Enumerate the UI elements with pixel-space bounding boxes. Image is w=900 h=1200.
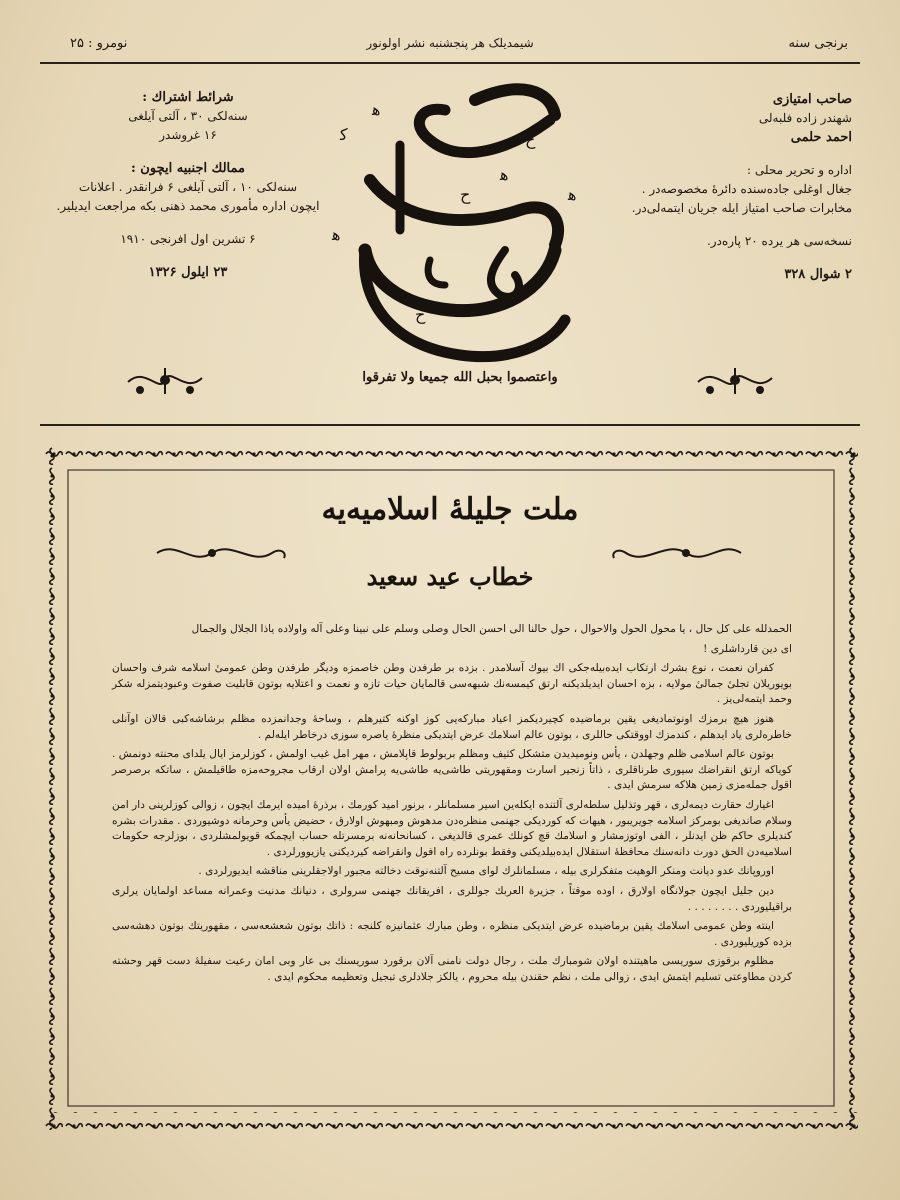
svg-text:ﮐ: ﮐ bbox=[340, 125, 348, 144]
article-subheading: خطاب عید سعید bbox=[366, 562, 534, 591]
article-paragraph: اوروپانك عدو دیانت ومنکر الوهیت متفکرلری بیله ، مسلمانلرك لوای مسیح آلتنه‌نوقت دخالته مجبور اولاجقلرینی مناقشه ایدیورلردی . bbox=[198, 865, 774, 878]
article-headline: ملت جلیلهٔ اسلامیه‌یه bbox=[321, 492, 579, 527]
svg-text:ﻫ: ﻫ bbox=[500, 165, 509, 184]
left-flourish-ornament bbox=[120, 360, 210, 400]
owner-heading: صاحب امتیازی bbox=[772, 92, 852, 107]
article-paragraph: دین جلیل ایچون جولانگاه اولارق ، اوده موقتاً ، جزیرة العربك جوللری ، افریقانك جهنمی سرولری ، دنیانك مدنیت وعمرانه مساعد اولمایان یرلری براقیلیوردی . . . . . . . . bbox=[112, 884, 792, 913]
top-rule bbox=[40, 62, 860, 64]
article-paragraph: مظلوم برقوزی سوریسی ماهیتنده اولان شومبارك ملت ، رجال دولت نامنی آلان برقورد سوریسنك بی عار وبی امان رعیت سفیلهٔ دست قهر وحشته کردن مطاوعتی تسلیم ایتمش ایدی ، زوالی ملت ، نظم حقندن بیله محروم ، یالکز جلادلری تبجیل وتعظیمه محکوم ایدی . bbox=[112, 955, 792, 983]
right-flourish-ornament bbox=[690, 360, 780, 400]
masthead-calligraphy-logo bbox=[310, 70, 600, 370]
correspondence-line: مخابرات صاحب امتیاز ایله جریان ایتمه‌لی‌در. bbox=[631, 201, 852, 215]
article-paragraph: الحمدلله علی کل حال ، یا محول الحول والاحوال ، حول حالنا الی احسن الحال وصلی وسلم علی نبینا وعلی آله واولاده یاذا الجلال والجمال bbox=[191, 623, 792, 635]
svg-text:ﻫ: ﻫ bbox=[568, 185, 577, 204]
domestic-price-line2: ۱۶ غروشدر bbox=[159, 128, 217, 142]
year-label: برنجی سنه bbox=[788, 36, 848, 51]
masthead-rule bbox=[40, 424, 860, 426]
article-paragraph: اینته وطن عمومی اسلامك یقین برماضیده عرض ایتدیکی منظره ، وطن مبارك عثمانیزه کلنجه : ذاتك بوتون شعشعه‌سی ، مقهوریتك بوتون دهشه‌سی بزده کوریلیوردی . bbox=[112, 920, 792, 948]
office-heading: اداره و تحریر محلی : bbox=[746, 163, 852, 177]
gregorian-date: ۶ تشرین اول افرنجی ۱۹۱۰ bbox=[120, 232, 256, 246]
top-strip bbox=[40, 22, 860, 62]
article-paragraph: بوتون عالم اسلامی ظلم وجهلدن ، یأس ونومیدیدن متشکل کثیف ومظلم بربولوط قاپلامش ، مهر امل غیب اولمش ، کوزلرمز ایال یلدای محنته دونمش . کویاکه ارتق انقراضك سیوری طرناقلری ، ذاتاً زنجیر اسارت ومقهوریتی طاشی‌یه طاشی‌یه پرامش اولان ارقاب مجروحه‌مزه طاقیلمش ، ساتکه برصرصر اقول جمله‌مزی زمین هلاکه سرمش ایدی . bbox=[112, 748, 792, 792]
owner-name: احمد حلمی bbox=[790, 130, 852, 145]
subscription-block bbox=[48, 88, 328, 282]
masthead-motto: واعتصموا بحبل الله جمیعا ولا تفرقوا bbox=[362, 370, 558, 385]
publication-note: شیمدیلک هر پنجشنبه نشر اولونور bbox=[366, 36, 534, 50]
ads-line: ایچون اداره مأموری محمد ذهنی بکه مراجعت ایدیلیر. bbox=[56, 199, 320, 213]
svg-text:ﻫ: ﻫ bbox=[332, 225, 341, 244]
issue-number: نومرو : ۲۵ bbox=[70, 36, 128, 51]
subscription-heading: شرائط اشتراك : bbox=[142, 90, 234, 105]
foreign-price-line: سنه‌لکی ۱۰ ، آلتی آیلغی ۶ فرانقدر . اعلانات bbox=[78, 180, 298, 194]
svg-text:ﺡ: ﺡ bbox=[525, 130, 536, 149]
rumi-date: ۲۳ ایلول ۱۳۲۶ bbox=[148, 265, 228, 280]
office-address: جغال اوغلی جاده‌سنده دائرهٔ مخصوصه‌در . bbox=[641, 182, 852, 196]
svg-text:ﺡ: ﺡ bbox=[415, 305, 426, 324]
svg-text:ﻫ: ﻫ bbox=[372, 100, 381, 119]
article-paragraph: کفران نعمت ، نوع بشرك ارتکاب ایده‌بیله‌جکی اك بیوك آسلامدر . بزده بر طرفدن وطن خاصمزه ودیگر طرفدن وطن عمومیٔ اسلامه شرف واحسان بویوریلان تجلیٔ جمالیٔ مولایه ، بزه احسان ایدیلدیکنه ارتق کیمسه‌نك شبهه‌سی قالمایان حیات تازه و نعمت و اعتلایه بوتون قابلیت صفوت وعبودیتمزله شکر وحمد ایتمه‌لی‌یز . bbox=[112, 662, 792, 706]
svg-text:ﺡ: ﺡ bbox=[460, 185, 471, 204]
article-paragraph: اغیارك حقارت دیمه‌لری ، قهر وتذلیل سلطه‌لری آلتنده ایکله‌ین اسیر مسلمانلر ، برنور امید کورمك ، برذرهٔ امیده ایرمك ایچون ، زوالی کوزلرینی دار امن وسلام صاندیغی بومرکز اسلامه جویریبور ، هیهات که کوردیکی جهنمی منظره‌دن مدهوش ومبهوش اولارق ، حضیض یأس وحرمانه دوشیوردی . مقدرات بشره کندیلری حاکم ظن ایدنلر ، الفی اوتوزمشار و اسلامك قچ کونلك عمری قالدیغی ، کسانحانه‌نه برمسرتله حساب ایچمکه قویولمشلردی ، بوزلرجه حکومات اسلامیه‌دن الحق دورت دانه‌سنك محافظهٔ استقلال ایده‌بیلدیکنی وفقط بونلرده راه افول وانقراضه کیردیکنی یازیوورلردی . bbox=[112, 798, 792, 858]
article-paragraph: ای دین قارداشلری ! bbox=[703, 642, 792, 655]
article-body bbox=[112, 622, 792, 989]
owner-line1: شهندر زاده فلبه‌لی bbox=[758, 111, 852, 125]
foreign-heading: ممالك اجنبیه ایچون : bbox=[130, 161, 245, 176]
hijri-date: ۲ شوال ۳۲۸ bbox=[784, 267, 852, 282]
price-line: نسخه‌سی هر یرده ۲۰ پاره‌در. bbox=[706, 234, 852, 248]
article-paragraph: هنوز هیچ برمزك اونوتمادیغی یقین برماضیده کچیردیکمز اعیاد مبارکه‌یی کوز اوکنه کتیرهلم ، وساحهٔ وجدانمزده مظلم برشاشه‌کبی قالان اوآنلی خاطره‌لری یاد ایدهلم ، کندمزك اووقتکی حاللری ، بوتون عالم اسلامك عرض ایتدیکی منظرهٔ یاصره سوزی درخاطر ایله‌لم . bbox=[112, 712, 792, 741]
domestic-price-line1: سنه‌لکی ۳۰ ، آلتی آیلغی bbox=[128, 109, 248, 123]
